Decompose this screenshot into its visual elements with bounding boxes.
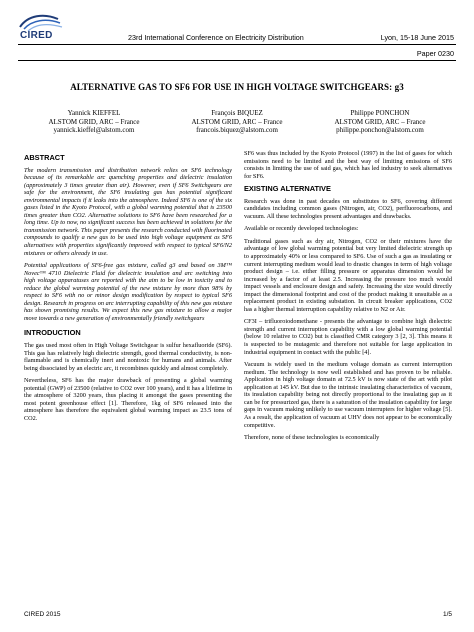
author-affiliation: ALSTOM GRID, ARC – France (48, 117, 140, 126)
body-paragraph: CF3I – trifluoroiodomethane - presents the advantage to combine high dielectric strength and current interruption capability with a low global warming potential (below 10 relative to CO2) but is classified CMR category 3 [2, 3]. This means it is suspected to be mutagenic and therefore not suitable for large application in industrial equipment in contact with the public [4]. (244, 318, 452, 356)
abstract-heading: ABSTRACT (24, 153, 65, 162)
author-email[interactable]: philippe.ponchon@alstom.com (336, 126, 424, 135)
footer-conference: CIRED 2015 (24, 611, 61, 618)
author-affiliation: ALSTOM GRID, ARC – France (191, 117, 283, 126)
paper-number: Paper 0230 (416, 49, 454, 58)
page-header (0, 0, 474, 70)
abstract-body (24, 167, 232, 323)
author-2 (167, 109, 307, 135)
header-rule-lower (18, 60, 456, 61)
header-rule (18, 44, 456, 45)
body-paragraph: Therefore, none of these technologies is economically (244, 434, 380, 442)
logo-text: CIRED (20, 30, 53, 41)
author-email[interactable]: francois.biquez@alstom.com (196, 126, 278, 135)
body-paragraph: The gas used most often in High Voltage Switchgear is sulfur hexafluoride (SF6). This gas has relatively high dielectric strength, good thermal conductivity, is non-flammable and is chemically inert and nontoxic for humans and animals. After being dissociated by an electric arc, it recombines quickly and almost completely. (24, 342, 232, 372)
conference-name: 23rd International Conference on Electricity Distribution (128, 33, 304, 42)
footer-page-number: 1/5 (442, 611, 452, 618)
author-name: François BIQUEZ (211, 109, 263, 117)
location-date: Lyon, 15-18 June 2015 (380, 33, 454, 42)
existing-alternative-heading: EXISTING ALTERNATIVE (244, 184, 331, 194)
author-email[interactable]: yannick.kieffel@alstom.com (53, 126, 135, 135)
body-paragraph: Vacuum is widely used in the medium voltage domain as current interruption medium. The technology is now well established and has proven to be reliable. Application in high voltage domain at 72.5 kV is now state of the art with pilot application at 145 kV. But due to the intrinsic insulating characteristics of vacuum, its insulation capability being not directly proportional to the insulating gap as it can be for pressurized gas, there is a saturation of the insulation capability for large gaps in vacuum making unlikely to use vacuum interrupters for higher voltage [5]. As a result, the application of vacuum at UHV does not appear to be economically competitive. (244, 361, 452, 429)
author-1 (24, 109, 164, 135)
author-affiliation: ALSTOM GRID, ARC – France (334, 117, 426, 126)
abstract-paragraph: The modern transmission and distribution network relies on SF6 technology because of its remarkable arc quenching properties and dielectric insulation (approximately 3 times greater than air). However, even if SF6 Switchgears are safe for the environment, the SF6 insulating gas has potential significant environmental impacts if it leaks into the atmosphere. Indeed SF6 is one of the six gases listed in the Kyoto Protocol, with a global warming potential that is 23500 times greater than CO2. Alternative solutions to SF6 have been researched for a long time. Up to now, no significant success has been achieved in solutions for the transmission network. This paper presents the research conducted with fluorinated compounds to qualify a new gas to be used into high voltage equipment as SF6 alternatives with properties significantly improved with respect to typical SF6/N2 mixtures or others already in use. (24, 166, 232, 257)
author-block (24, 109, 450, 135)
author-name: Yannick KIEFFEL (67, 109, 121, 117)
author-3 (310, 109, 450, 135)
right-column (244, 150, 452, 447)
body-paragraph: Nevertheless, SF6 has the major drawback of presenting a global warming potential (GWP) of 23500 (relative to CO2 over 100 years), and it has a lifetime in the atmosphere of 3200 years, thus placing it amongst the gases presenting the most potent greenhouse effect [1]. Therefore, 1kg of SF6 released into the atmosphere has therefore the equivalent global warming impact as 23.5 tons of CO2. (24, 377, 232, 422)
body-paragraph: Traditional gases such as dry air, Nitrogen, CO2 or their mixtures have the advantage of low global warming potential but very limited dielectric strength up to approximately 40% or less compared to SF6. Use of such a gas as insulating or current interrupting medium would lead to drastic changes in term of high voltage product design – i.e. either filling pressure or apparatus dimension would be increased by a factor of at least 2.5. Increasing the pressure too much would impact vessels and enclosure design and safety. Increasing the size would directly impact the dimensional footprint and cost of the product making it unsuitable as a replacement product in existing substation. In circuit breaker applications, CO2 has a higher thermal interruption capability relative to N2 or Air. (244, 237, 452, 313)
body-paragraph: SF6 was thus included by the Kyoto Protocol (1997) in the list of gases for which emissions need to be limited and the best way of limiting emissions of SF6 consists in limiting the use of said gas, which has led industry to seek alternatives for SF6. (244, 150, 452, 180)
paper-title: ALTERNATIVE GAS TO SF6 FOR USE IN HIGH VOLTAGE SWITCHGEARS: g3 (70, 82, 404, 92)
left-column (24, 150, 232, 428)
body-paragraph: Research was done in past decades on substitutes to SF6, covering different candidates including common gases (Nitrogen, air, CO2), perfluorocarbons, and vacuum. All these technologies present advantages and drawbacks. (244, 197, 452, 220)
introduction-heading: INTRODUCTION (24, 328, 81, 338)
author-name: Philippe PONCHON (350, 109, 410, 117)
abstract-paragraph: Potential applications of SF6-free gas mixture, called g3 and based on 3M™ Novec™ 4710 Dielectric Fluid for dielectric insulation and arc switching into high voltage apparatuses are reported with the aim to be low in toxicity and to reduce the global warming potential of the new mixture by more than 98% by respect to SF6 with no or minor design modification by respect to typical SF6 design. Research in progress on arc interrupting capability of this new gas mixture has shown promising results. We expect this new gas mixture to allow a major move towards a new generation of environmentally friendly switchgears (24, 262, 232, 322)
body-paragraph: Available or recently developed technologies: (244, 225, 359, 233)
